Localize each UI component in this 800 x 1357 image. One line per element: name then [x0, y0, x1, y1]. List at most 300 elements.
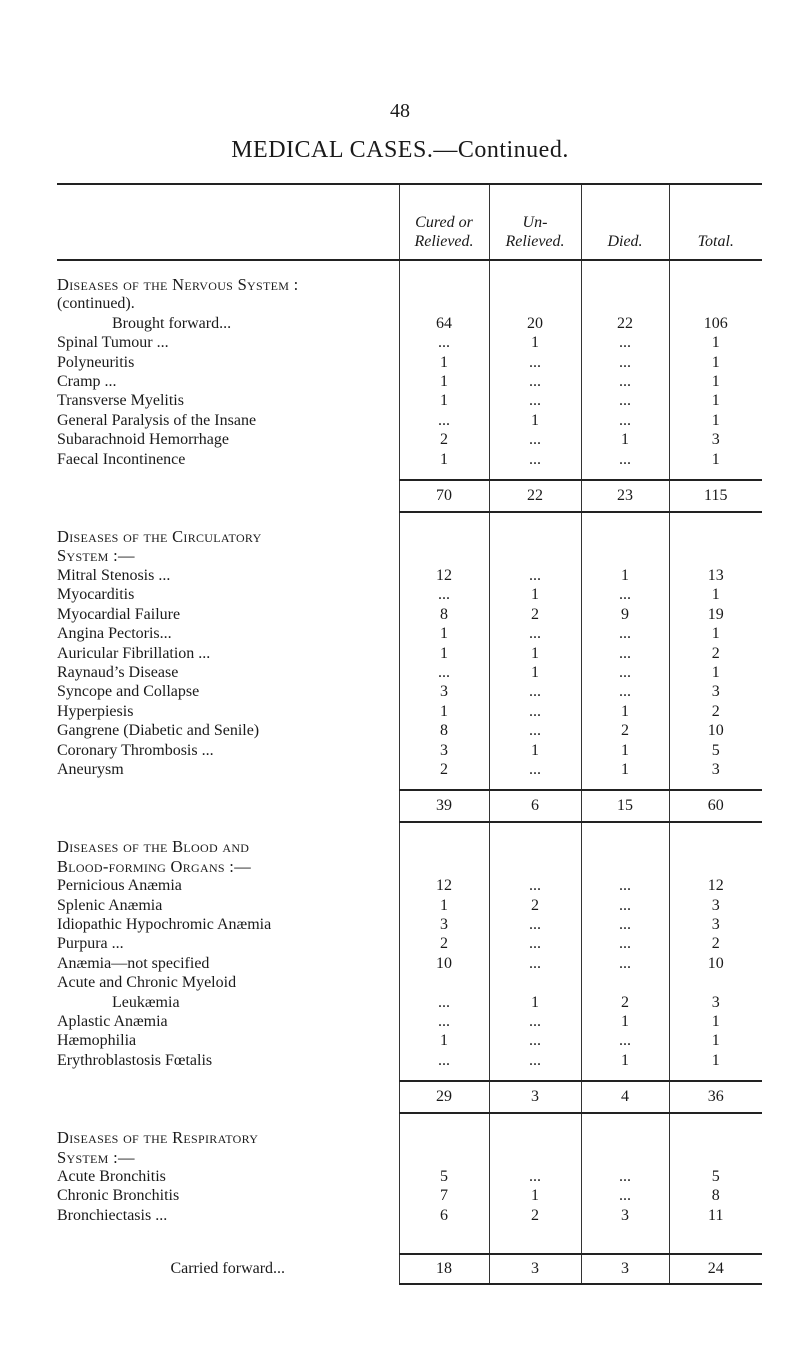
cell-empty [489, 1148, 581, 1167]
header-total: Total. [669, 184, 762, 260]
cell-empty [399, 527, 489, 546]
row-label: Gangrene (Diabetic and Senile) [57, 721, 399, 740]
cell-cured: 64 [399, 314, 489, 333]
row-label: Idiopathic Hypochromic Anæmia [57, 915, 399, 934]
table-row [57, 934, 762, 953]
cell-empty [399, 857, 489, 876]
table-row [57, 566, 762, 585]
cell-un: ... [489, 721, 581, 740]
cell-un: ... [489, 372, 581, 391]
table-row [57, 430, 762, 449]
cell-empty [489, 469, 581, 480]
row-label: Bronchiectasis ... [57, 1206, 399, 1225]
cell-empty [489, 546, 581, 565]
table-row [57, 585, 762, 604]
table-row [57, 1186, 762, 1205]
cell-empty [669, 294, 762, 313]
cell-cured: ... [399, 585, 489, 604]
cell-total: 2 [711, 935, 720, 953]
row-label: Anæmia—not specified [57, 954, 399, 973]
row-label: Syncope and Collapse [57, 682, 399, 701]
cell-died: ... [581, 372, 669, 391]
table-row [57, 954, 762, 973]
cell-empty [581, 857, 669, 876]
section-heading-cont [57, 1148, 762, 1167]
cell-cured: 8 [399, 605, 489, 624]
cell-empty [669, 1128, 762, 1147]
cell-total: 1 [711, 586, 720, 604]
cell-cured: 6 [399, 1206, 489, 1225]
cell-died: 2 [581, 721, 669, 740]
cell-un: ... [489, 702, 581, 721]
cell-cured: 1 [399, 896, 489, 915]
cell-un: ... [489, 353, 581, 372]
cell-empty [489, 857, 581, 876]
section-heading [57, 275, 762, 294]
cell-total: 1 [711, 373, 720, 391]
cell-cured: ... [399, 1012, 489, 1031]
subtotal-un: 6 [489, 790, 581, 822]
cell-empty [669, 1113, 762, 1128]
cell-empty [669, 469, 762, 480]
cell-died: 3 [581, 1206, 669, 1225]
section-heading-cont [57, 294, 762, 313]
subtotal-label [57, 790, 399, 822]
cell-empty [669, 546, 762, 565]
cell-total: 1 [711, 392, 720, 410]
cell-empty [399, 512, 489, 527]
cell-cured: 10 [399, 954, 489, 973]
table-row [57, 663, 762, 682]
table-row [57, 644, 762, 663]
cell-died: ... [581, 644, 669, 663]
cell-total: 24 [669, 1254, 762, 1284]
cell-un: ... [489, 876, 581, 895]
subtotal-total: 115 [669, 480, 762, 512]
section-heading-text-2: (continued). [57, 294, 399, 313]
cell-total: 5 [711, 1168, 720, 1186]
cell-cured: 7 [399, 1186, 489, 1205]
cell-empty [489, 1113, 581, 1128]
subtotal-total: 60 [669, 790, 762, 822]
cell-un [489, 973, 581, 992]
cell-empty [669, 837, 762, 856]
cell-empty [489, 527, 581, 546]
medical-cases-table [57, 183, 762, 1285]
cell-died: 2 [581, 993, 669, 1012]
cell-total: 13 [707, 566, 724, 584]
cell-died: ... [581, 876, 669, 895]
cell-died: ... [581, 896, 669, 915]
cell-died: 9 [581, 605, 669, 624]
cell-empty [581, 837, 669, 856]
cell-empty [581, 1128, 669, 1147]
cell-total: 8 [711, 1187, 720, 1205]
cell-empty [581, 512, 669, 527]
subtotal-cured: 29 [399, 1081, 489, 1113]
row-label: Angina Pectoris... [57, 624, 399, 643]
table-row [57, 896, 762, 915]
cell-died: 1 [581, 741, 669, 760]
cell-un: 1 [489, 741, 581, 760]
cell-empty [669, 822, 762, 837]
cell-died: 1 [581, 760, 669, 779]
cell-cured: 1 [399, 391, 489, 410]
cell-un: 2 [489, 605, 581, 624]
cell-total: 1 [711, 1032, 720, 1050]
cell-cured: ... [399, 993, 489, 1012]
subtotal-un: 3 [489, 1081, 581, 1113]
row-label: Acute and Chronic Myeloid [57, 973, 399, 992]
section-heading-text: Diseases of the Blood and [57, 837, 399, 856]
cell-total: 10 [707, 954, 724, 972]
cell-un: ... [489, 566, 581, 585]
cell-total: 2 [711, 644, 720, 662]
cell-un: 1 [489, 1186, 581, 1205]
cell-empty [489, 1225, 581, 1254]
row-label: Raynaud’s Disease [57, 663, 399, 682]
cell-empty [581, 1113, 669, 1128]
header-cured: Cured or Relieved. [399, 184, 489, 260]
row-label: Splenic Anæmia [57, 896, 399, 915]
cell-total: 12 [707, 877, 724, 895]
cell-total: 11 [708, 1206, 724, 1224]
cell-cured: 12 [399, 876, 489, 895]
cell-died: 3 [581, 1254, 669, 1284]
cell-total: 1 [711, 1013, 720, 1030]
cell-empty [489, 512, 581, 527]
cell-died: ... [581, 682, 669, 701]
cell-empty [669, 260, 762, 275]
cell-cured: 1 [399, 372, 489, 391]
row-label: Leukæmia [57, 993, 399, 1012]
cell-empty [489, 779, 581, 790]
cell-empty [399, 1128, 489, 1147]
cell-un: ... [489, 1167, 581, 1186]
row-label: Polyneuritis [57, 353, 399, 372]
cell-total: 1 [711, 625, 720, 643]
table-row [57, 973, 762, 992]
cell-total: 1 [711, 353, 720, 371]
table-row [57, 391, 762, 410]
cell-cured: 12 [399, 566, 489, 585]
row-label: Cramp ... [57, 372, 399, 391]
cell-cured: 1 [399, 450, 489, 469]
cell-un: 2 [489, 1206, 581, 1225]
cell-un: ... [489, 1051, 581, 1070]
cell-empty [399, 822, 489, 837]
cell-total: 1 [711, 663, 720, 681]
row-label: Spinal Tumour ... [57, 333, 399, 352]
table-row [57, 372, 762, 391]
row-label: Myocarditis [57, 585, 399, 604]
cell-died: ... [581, 663, 669, 682]
cell-died: ... [581, 624, 669, 643]
subtotal-label [57, 1081, 399, 1113]
cell-cured: ... [399, 411, 489, 430]
row-label: General Paralysis of the Insane [57, 411, 399, 430]
cell-cured: 1 [399, 1031, 489, 1050]
row-label: Acute Bronchitis [57, 1167, 399, 1186]
subtotal-cured: 70 [399, 480, 489, 512]
cell-died: ... [581, 954, 669, 973]
carried-forward-row [57, 1254, 762, 1284]
page-number: 48 [390, 100, 410, 122]
gap-row [57, 512, 762, 527]
row-label: Hæmophilia [57, 1031, 399, 1050]
table-row [57, 1206, 762, 1225]
subtotal-label [57, 480, 399, 512]
cell-empty [399, 469, 489, 480]
table-row [57, 760, 762, 779]
spacer-row [57, 1070, 762, 1081]
table-row [57, 1167, 762, 1186]
cell-empty [669, 512, 762, 527]
cell-cured: 2 [399, 430, 489, 449]
cell-empty [581, 275, 669, 294]
row-label: Chronic Bronchitis [57, 1186, 399, 1205]
gap-row [57, 822, 762, 837]
row-label: Transverse Myelitis [57, 391, 399, 410]
cell-total: 1 [711, 334, 720, 352]
cell-died: ... [581, 915, 669, 934]
cell-total: 19 [707, 605, 724, 623]
cell-died: 1 [581, 430, 669, 449]
cell-empty [399, 1225, 489, 1254]
cell-un: ... [489, 624, 581, 643]
gap-row [57, 1113, 762, 1128]
gap-row [57, 260, 762, 275]
table-row [57, 314, 762, 333]
cell-empty [669, 857, 762, 876]
cell-empty [399, 1070, 489, 1081]
cell-un: 1 [489, 585, 581, 604]
cell-total: 3 [711, 896, 720, 914]
table-row [57, 876, 762, 895]
cell-died: 22 [581, 314, 669, 333]
section-heading [57, 1128, 762, 1147]
table-row [57, 411, 762, 430]
section-heading-text: Diseases of the Nervous System : [57, 275, 399, 294]
row-label: Brought forward... [57, 314, 399, 333]
spacer-row [57, 779, 762, 790]
table-row [57, 682, 762, 701]
cell-un: ... [489, 934, 581, 953]
subtotal-died: 4 [581, 1081, 669, 1113]
subtotal-cured: 39 [399, 790, 489, 822]
cell-died: ... [581, 1167, 669, 1186]
table-row [57, 450, 762, 469]
subtotal-row [57, 790, 762, 822]
section-heading-cont [57, 857, 762, 876]
cell-empty [399, 1148, 489, 1167]
cell-died: ... [581, 391, 669, 410]
row-label: Auricular Fibrillation ... [57, 644, 399, 663]
cell-cured: 2 [399, 934, 489, 953]
cell-total: 3 [711, 431, 720, 449]
cell-empty [581, 1070, 669, 1081]
cell-empty [581, 469, 669, 480]
table-row [57, 741, 762, 760]
cell-total: 1 [711, 1051, 720, 1069]
cell-un: ... [489, 1012, 581, 1031]
cell-total: 3 [711, 683, 720, 701]
cell-empty [399, 1113, 489, 1128]
cell-total: 10 [707, 722, 724, 740]
subtotal-died: 15 [581, 790, 669, 822]
row-label: Myocardial Failure [57, 605, 399, 624]
cell-died: ... [581, 333, 669, 352]
cell-un: 3 [489, 1254, 581, 1284]
row-label: Purpura ... [57, 934, 399, 953]
cell-died: 1 [581, 566, 669, 585]
subtotal-total: 36 [669, 1081, 762, 1113]
cell-total: 1 [711, 411, 720, 429]
cell-empty [399, 837, 489, 856]
cell-empty [581, 546, 669, 565]
subtotal-un: 22 [489, 480, 581, 512]
cell-un: ... [489, 682, 581, 701]
cell-died: ... [581, 1186, 669, 1205]
cell-cured: 1 [399, 702, 489, 721]
gap-row [57, 1225, 762, 1254]
table-header-row [57, 184, 762, 260]
cell-cured: 18 [399, 1254, 489, 1284]
cell-empty [489, 822, 581, 837]
cell-empty [669, 779, 762, 790]
cell-died: ... [581, 934, 669, 953]
cell-empty [399, 294, 489, 313]
cell-un: 1 [489, 411, 581, 430]
cell-un: 1 [489, 333, 581, 352]
cell-total: 106 [703, 314, 728, 332]
cell-died: ... [581, 1031, 669, 1050]
cell-empty [581, 1148, 669, 1167]
cell-un: ... [489, 430, 581, 449]
cell-un: 2 [489, 896, 581, 915]
table-row [57, 702, 762, 721]
cell-cured: 2 [399, 760, 489, 779]
cell-cured: 8 [399, 721, 489, 740]
cell-empty [669, 275, 762, 294]
section-heading-text-2: Blood-forming Organs :— [57, 857, 399, 876]
cell-empty [581, 527, 669, 546]
cell-cured: 5 [399, 1167, 489, 1186]
cell-un: ... [489, 1031, 581, 1050]
table-row [57, 993, 762, 1012]
cell-empty [669, 1148, 762, 1167]
cell-empty [489, 294, 581, 313]
cell-died: 1 [581, 1012, 669, 1031]
cell-total: 3 [711, 915, 720, 933]
header-died: Died. [581, 184, 669, 260]
row-label: Aplastic Anæmia [57, 1012, 399, 1031]
cell-cured: ... [399, 333, 489, 352]
header-unrelieved: Un- Relieved. [489, 184, 581, 260]
cell-total: 3 [711, 993, 720, 1011]
cell-empty [581, 1225, 669, 1254]
cell-empty [489, 837, 581, 856]
cell-empty [489, 1128, 581, 1147]
cell-died: ... [581, 353, 669, 372]
header-blank [57, 184, 399, 260]
section-heading [57, 527, 762, 546]
cell-un: ... [489, 915, 581, 934]
row-label: Erythroblastosis Fœtalis [57, 1051, 399, 1070]
cell-empty [581, 822, 669, 837]
subtotal-row [57, 1081, 762, 1113]
cell-empty [669, 527, 762, 546]
cell-un: ... [489, 391, 581, 410]
cell-total: 3 [711, 760, 720, 778]
cell-cured: ... [399, 1051, 489, 1070]
cell-died: 1 [581, 1051, 669, 1070]
cell-cured: ... [399, 663, 489, 682]
cell-empty [399, 546, 489, 565]
cell-un: 1 [489, 993, 581, 1012]
cell-un: 1 [489, 644, 581, 663]
table-row [57, 915, 762, 934]
page-title: MEDICAL CASES.—Continued. [231, 137, 569, 163]
table-row [57, 1031, 762, 1050]
row-label: Hyperpiesis [57, 702, 399, 721]
table-row [57, 333, 762, 352]
cell-cured: 1 [399, 353, 489, 372]
cell-died: ... [581, 585, 669, 604]
cell-cured: 1 [399, 644, 489, 663]
cell-empty [489, 1070, 581, 1081]
cell-empty [399, 260, 489, 275]
table-row [57, 353, 762, 372]
cell-cured [399, 973, 489, 992]
table-row [57, 605, 762, 624]
cell-empty [669, 1225, 762, 1254]
cell-died: ... [581, 450, 669, 469]
cell-un: 20 [489, 314, 581, 333]
cell-un: ... [489, 760, 581, 779]
cell-empty [489, 260, 581, 275]
subtotal-row [57, 480, 762, 512]
cell-empty [581, 260, 669, 275]
table-row [57, 1051, 762, 1070]
cell-cured: 3 [399, 682, 489, 701]
cell-total [669, 973, 762, 992]
cell-died [581, 973, 669, 992]
cell-empty [669, 1070, 762, 1081]
cell-empty [581, 294, 669, 313]
table-row [57, 624, 762, 643]
table-row [57, 1012, 762, 1031]
table-row [57, 721, 762, 740]
cell-total: 5 [711, 741, 720, 759]
cell-died: 1 [581, 702, 669, 721]
row-label: Pernicious Anæmia [57, 876, 399, 895]
section-heading-cont [57, 546, 762, 565]
row-label: Subarachnoid Hemorrhage [57, 430, 399, 449]
section-heading-text-2: System :— [57, 1148, 399, 1167]
section-heading-text: Diseases of the Circulatory [57, 527, 399, 546]
cell-cured: 1 [399, 624, 489, 643]
cell-un: ... [489, 450, 581, 469]
row-label: Faecal Incontinence [57, 450, 399, 469]
cell-un: ... [489, 954, 581, 973]
section-heading [57, 837, 762, 856]
subtotal-died: 23 [581, 480, 669, 512]
spacer-row [57, 469, 762, 480]
cell-empty [581, 779, 669, 790]
row-label: Aneurysm [57, 760, 399, 779]
cell-total: 1 [711, 450, 720, 468]
